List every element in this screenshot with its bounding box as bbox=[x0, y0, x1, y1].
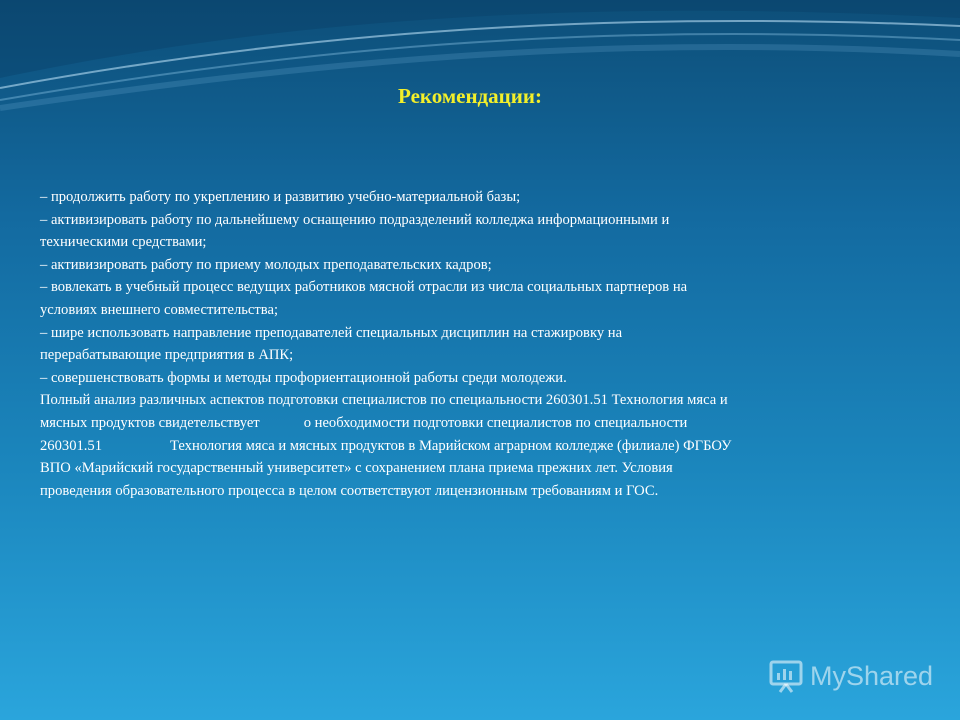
text-line: проведения образовательного процесса в целом соответствуют лицензионным требованиям и ГОС. bbox=[40, 482, 659, 499]
text-line: – вовлекать в учебный процесс ведущих работников мясной отрасли из числа социальных партнеров на bbox=[40, 279, 688, 296]
text-line bbox=[40, 412, 940, 435]
recommendations-text bbox=[40, 186, 940, 502]
text-line bbox=[40, 435, 940, 458]
text-segment: 260301.51 bbox=[40, 437, 103, 454]
decorative-swoosh bbox=[0, 0, 960, 130]
text-line: – продолжить работу по укреплению и развитию учебно-материальной базы; bbox=[40, 189, 521, 205]
text-line: – активизировать работу по дальнейшему оснащению подразделений колледжа информационными и bbox=[40, 211, 670, 228]
text-line: Полный анализ различных аспектов подготовки специалистов по специальности 260301.51 Технология мяса и bbox=[40, 392, 728, 409]
text-line: – активизировать работу по приему молодых преподавательских кадров; bbox=[40, 256, 492, 273]
text-line: – совершенствовать формы и методы профориентационной работы среди молодежи. bbox=[40, 369, 567, 386]
presentation-board-icon bbox=[768, 658, 804, 694]
myshared-watermark bbox=[768, 656, 933, 696]
text-segment: Технология мяса и мясных продуктов в Марийском аграрном колледже (филиале) ФГБОУ bbox=[170, 437, 732, 454]
text-line: – шире использовать направление преподавателей специальных дисциплин на стажировку на bbox=[40, 324, 623, 341]
slide-title: Рекомендации: bbox=[398, 84, 542, 108]
text-line: ВПО «Марийский государственный университет» с сохранением плана приема прежних лет. Условия bbox=[40, 460, 673, 477]
text-line: условиях внешнего совместительства; bbox=[40, 301, 279, 318]
text-segment: мясных продуктов свидетельствует bbox=[40, 414, 260, 431]
text-line: перерабатывающие предприятия в АПК; bbox=[40, 347, 294, 364]
watermark-text: MyShared bbox=[810, 660, 934, 691]
text-segment: о необходимости подготовки специалистов по специальности bbox=[303, 414, 688, 431]
text-line: техническими средствами; bbox=[40, 234, 207, 251]
